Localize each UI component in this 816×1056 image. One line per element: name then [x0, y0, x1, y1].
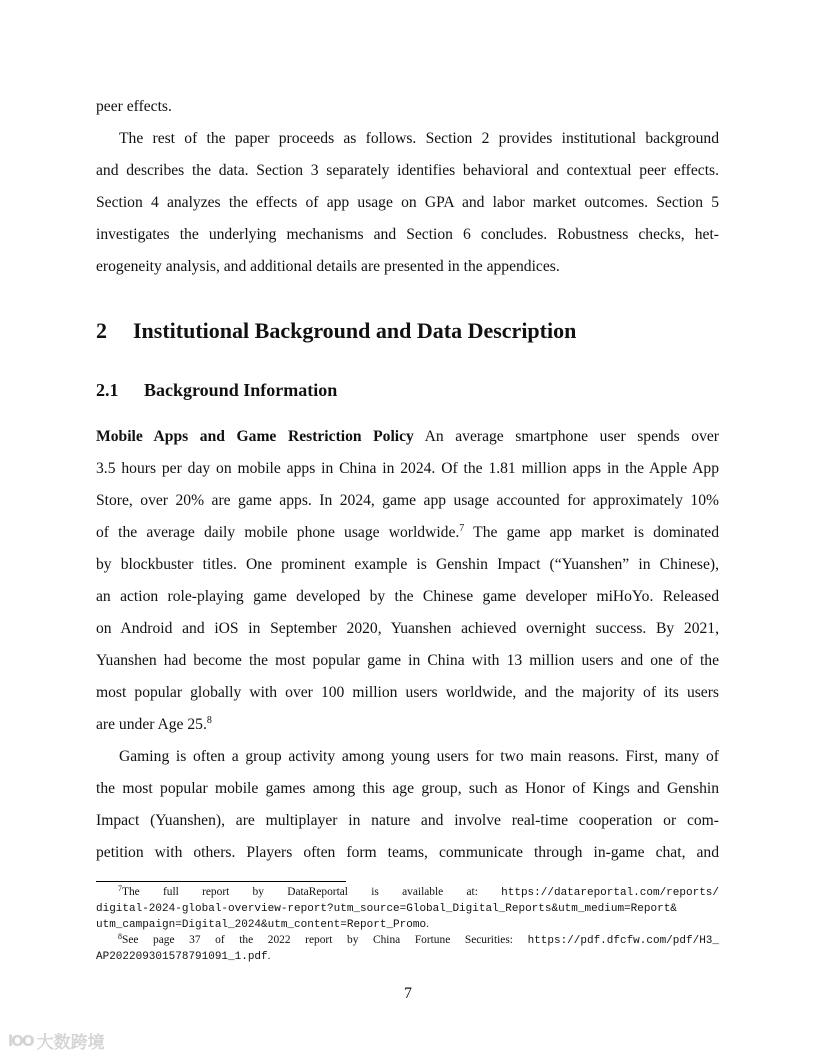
- text-line: [96, 677, 719, 709]
- text-line: [96, 900, 719, 916]
- url-link[interactable]: AP202209301578791091_1.pdf: [96, 951, 268, 963]
- text-run: and describes the data. Section 3 separately identifies behavioral and contextual peer effects.: [96, 162, 719, 179]
- text-line: [96, 219, 719, 251]
- url-link[interactable]: utm_campaign=Digital_2024&utm_content=Report_Promo: [96, 919, 427, 931]
- text-line: [96, 709, 719, 741]
- text-line: [96, 91, 719, 123]
- text-line: [96, 155, 719, 187]
- text-run: Store, over 20% are game apps. In 2024, game app usage accounted for approximately 10%: [96, 492, 719, 509]
- footnote-marker[interactable]: 8: [118, 932, 122, 941]
- text-run: of the average daily mobile phone usage worldwide.: [96, 524, 460, 541]
- text-run: an action role-playing game developed by the Chinese game developer miHoYo. Released: [96, 588, 719, 605]
- footnote-marker[interactable]: 8: [206, 715, 212, 726]
- text-run: on Android and iOS in September 2020, Yuanshen achieved overnight success. By 2021,: [96, 620, 719, 637]
- section-number: 2: [96, 318, 107, 343]
- text-run: The full report by DataReportal is available at:: [122, 886, 502, 898]
- text-line: [96, 123, 719, 155]
- subsection-heading: [96, 380, 719, 401]
- text-run: .: [426, 918, 429, 930]
- text-run: most popular globally with over 100 million users worldwide, and the majority of its users: [96, 684, 719, 701]
- text-run: peer effects.: [96, 98, 172, 115]
- background-paragraphs: [96, 421, 719, 869]
- text-run: investigates the underlying mechanisms and Section 6 concludes. Robustness checks, het-: [96, 226, 719, 243]
- text-line: [96, 485, 719, 517]
- section-title: Institutional Background and Data Description: [133, 318, 577, 343]
- text-line: [96, 581, 719, 613]
- text-run: erogeneity analysis, and additional details are presented in the appendices.: [96, 258, 560, 275]
- text-line: [96, 453, 719, 485]
- footnote-marker[interactable]: 7: [459, 523, 465, 534]
- text-run: by blockbuster titles. One prominent example is Genshin Impact (“Yuanshen” in Chinese),: [96, 556, 719, 573]
- subsection-number: 2.1: [96, 380, 119, 400]
- text-run: .: [267, 950, 271, 962]
- text-line: [96, 421, 719, 453]
- text-line: [96, 948, 719, 964]
- text-run: See page 37 of the 2022 report by China Fortune Securities:: [122, 934, 528, 946]
- text-line: [96, 805, 719, 837]
- watermark-text: 大数跨境: [36, 1033, 105, 1053]
- text-line: [96, 773, 719, 805]
- footnote-marker[interactable]: 7: [118, 884, 122, 893]
- text-line: [96, 251, 719, 283]
- page-number: 7: [404, 985, 412, 1002]
- text-run: Impact (Yuanshen), are multiplayer in nature and involve real-time cooperation or com-: [96, 812, 719, 829]
- paragraph-heading: Mobile Apps and Game Restriction Policy: [96, 428, 414, 445]
- text-run: 3.5 hours per day on mobile apps in China in 2024. Of the 1.81 million apps in the Apple App: [96, 460, 719, 477]
- text-line: [96, 884, 719, 900]
- text-line: [96, 517, 719, 549]
- subsection-title: Background Information: [144, 380, 338, 400]
- text-line: [96, 645, 719, 677]
- text-run: Yuanshen had become the most popular game in China with 13 million users and one of the: [96, 652, 719, 669]
- url-link[interactable]: digital-2024-global-overview-report?utm_source=Global_Digital_Reports&utm_medium=Report&: [96, 903, 677, 915]
- url-link[interactable]: https://datareportal.com/reports/: [501, 887, 719, 899]
- text-run: Section 4 analyzes the effects of app usage on GPA and labor market outcomes. Section 5: [96, 194, 719, 211]
- text-run: The rest of the paper proceeds as follows. Section 2 provides institutional background: [119, 130, 719, 147]
- section-heading: [96, 318, 719, 344]
- text-line: [96, 916, 719, 932]
- text-run: An average smartphone user spends over: [413, 428, 719, 445]
- watermark: [8, 1028, 105, 1053]
- text-line: [96, 932, 719, 948]
- text-line: [96, 837, 719, 869]
- text-line: [96, 187, 719, 219]
- text-line: [96, 549, 719, 581]
- text-run: are under Age 25.: [96, 716, 207, 733]
- text-line: [96, 741, 719, 773]
- text-run: Gaming is often a group activity among young users for two main reasons. First, many of: [119, 748, 719, 765]
- url-link[interactable]: https://pdf.dfcfw.com/pdf/H3_: [527, 935, 719, 947]
- text-run: the most popular mobile games among this age group, such as Honor of Kings and Genshin: [96, 780, 719, 797]
- watermark-logo-icon: lOO: [8, 1031, 33, 1050]
- text-run: The game app market is dominated: [464, 524, 719, 541]
- text-line: [96, 613, 719, 645]
- intro-paragraphs: [96, 91, 719, 283]
- text-run: petition with others. Players often form teams, communicate through in-game chat, and: [96, 844, 719, 861]
- footnotes: [96, 884, 719, 964]
- footnote-rule: [96, 881, 346, 882]
